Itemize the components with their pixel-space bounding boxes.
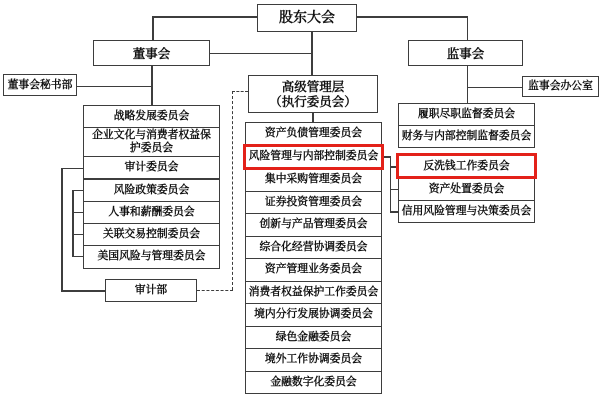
node-supervisory-board: 监事会: [408, 40, 523, 66]
committee-financial-digitalization: 金融数字化委员会: [245, 371, 382, 395]
connector-line: [72, 256, 83, 258]
connector-line: [72, 190, 83, 192]
senior-management-subtitle: （执行委员会）: [269, 94, 357, 109]
dashed-connector-line: [232, 91, 248, 92]
connector-line: [152, 16, 154, 40]
committee-us-risk-management: 美国风险与管理委员会: [83, 245, 220, 269]
committee-green-finance: 绿色金融委员会: [245, 326, 382, 350]
senior-management-title: 高级管理层: [281, 79, 345, 94]
connector-line: [390, 156, 392, 212]
committee-finance-internal-control-supervision: 财务与内部控制监督委员会: [398, 125, 535, 148]
committee-centralized-procurement: 集中采购管理委员会: [245, 168, 382, 192]
connector-line: [61, 168, 83, 170]
committee-risk-and-internal-control: 风险管理与内部控制委员会: [243, 144, 384, 170]
committee-consumer-protection-work: 消费者权益保护工作委员会: [245, 281, 382, 305]
dashed-connector-line: [232, 91, 233, 290]
connector-line: [467, 66, 469, 103]
node-audit-department: 审计部: [105, 279, 197, 302]
committee-risk-policy: 风险政策委员会: [83, 179, 220, 202]
committee-duty-performance-supervision: 履职尽职监督委员会: [398, 103, 535, 126]
connector-line: [61, 168, 63, 292]
dashed-connector-line: [197, 290, 233, 291]
connector-line: [152, 16, 257, 18]
committee-credit-risk-management-decision: 信用风险管理与决策委员会: [398, 200, 535, 223]
connector-line: [357, 16, 468, 18]
node-supervisory-board-office: 监事会办公室: [522, 76, 599, 97]
committee-asset-disposal: 资产处置委员会: [398, 178, 535, 201]
connector-line: [312, 113, 314, 122]
committee-innovation-product: 创新与产品管理委员会: [245, 213, 382, 237]
node-senior-management: [248, 75, 378, 113]
connector-line: [76, 86, 152, 88]
committee-related-party-transaction-control: 关联交易控制委员会: [83, 223, 220, 246]
node-shareholders-meeting: 股东大会: [257, 4, 357, 32]
connector-line: [210, 53, 312, 55]
connector-line: [72, 190, 74, 257]
committee-securities-investment: 证券投资管理委员会: [245, 191, 382, 215]
committee-corporate-culture-consumer-protection: 企业文化与消费者权益保护委员会: [83, 127, 220, 158]
committee-integrated-operation-coordination: 综合化经营协调委员会: [245, 236, 382, 260]
committee-audit: 审计委员会: [83, 156, 220, 179]
connector-line: [72, 234, 83, 236]
committee-strategic-development: 战略发展委员会: [83, 105, 220, 128]
committee-asset-management-business: 资产管理业务委员会: [245, 258, 382, 282]
node-board-of-directors: 董事会: [93, 40, 210, 66]
connector-line: [467, 87, 523, 89]
committee-anti-money-laundering: 反洗钱工作委员会: [396, 153, 537, 179]
connector-line: [61, 290, 105, 292]
committee-hr-compensation: 人事和薪酬委员会: [83, 201, 220, 224]
committee-domestic-branch-development: 境内分行发展协调委员会: [245, 303, 382, 327]
committee-overseas-work-coordination: 境外工作协调委员会: [245, 348, 382, 372]
committee-asset-liability-management: 资产负债管理委员会: [245, 122, 382, 146]
connector-line: [72, 212, 83, 214]
node-board-secretariat: 董事会秘书部: [3, 74, 77, 96]
connector-line: [467, 16, 469, 40]
